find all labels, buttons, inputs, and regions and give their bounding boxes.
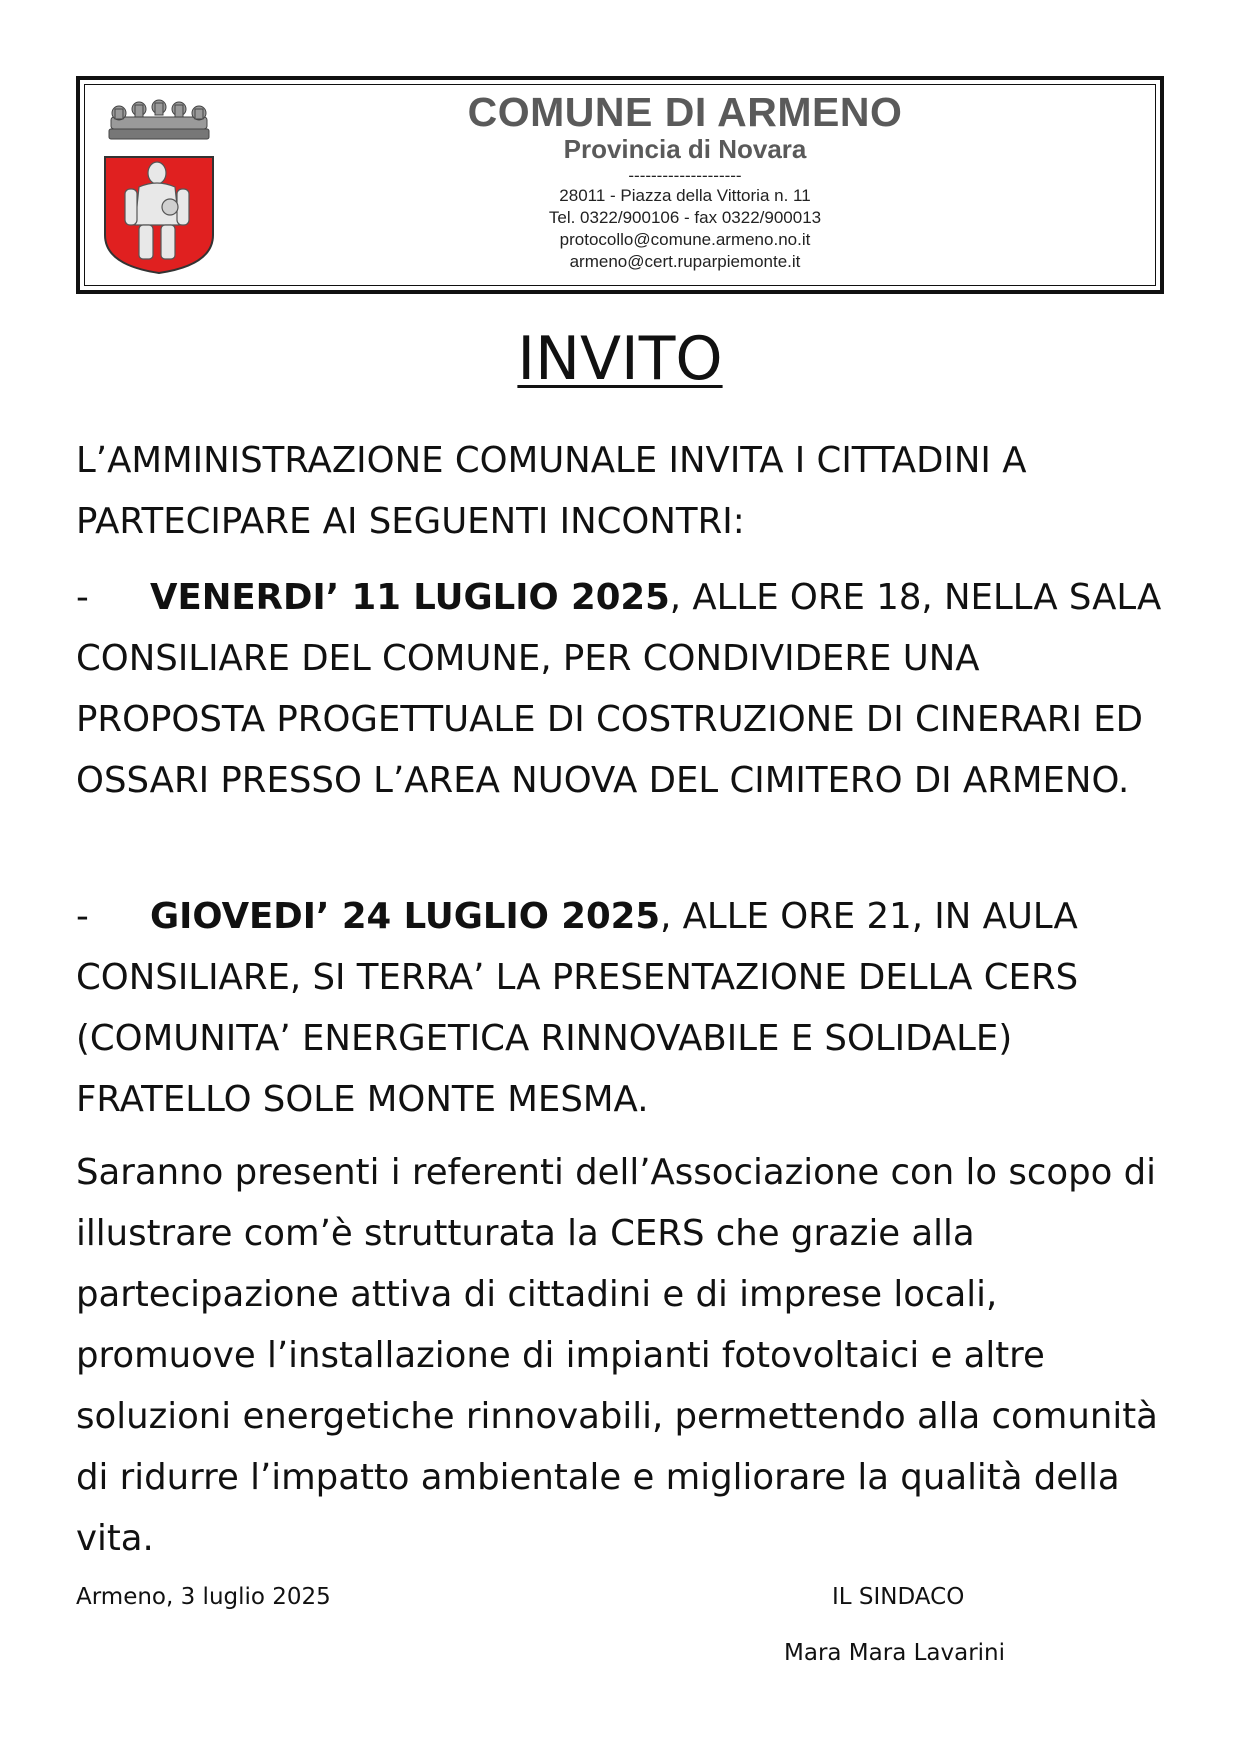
meeting-date: VENERDI’ 11 LUGLIO 2025 xyxy=(150,577,670,618)
list-dash: - xyxy=(76,896,89,937)
meeting-description: , ALLE ORE 18, NELLA SALA CONSILIARE DEL COMUNE, PER CONDIVIDERE UNA PROPOSTA PROGETTUALE DI COSTRUZIONE DI CINERARI ED OSSARI PRESSO L’AREA NUOVA DEL CIMITERO DI ARMENO. xyxy=(76,577,1162,801)
meeting-item xyxy=(76,567,1176,811)
intro-text: L’AMMINISTRAZIONE COMUNALE INVITA I CITTADINI A PARTECIPARE AI SEGUENTI INCONTRI: xyxy=(76,440,1027,542)
province-name: Provincia di Novara xyxy=(563,134,807,164)
pec-address: armeno@cert.ruparpiemonte.it xyxy=(569,252,801,271)
list-dash: - xyxy=(76,577,89,618)
meeting-item xyxy=(76,886,1176,1130)
meeting-description: , ALLE ORE 21, IN AULA CONSILIARE, SI TERRA’ LA PRESENTAZIONE DELLA CERS (COMUNITA’ ENERGETICA RINNOVABILE E SOLIDALE) FRATELLO SOLE MONTE MESMA. xyxy=(76,896,1079,1120)
description-paragraph: Saranno presenti i referenti dell’Associazione con lo scopo di illustrare com’è strutturata la CERS che grazie alla partecipazione attiva di cittadini e di imprese locali, promuove l’installazione di impianti fotovoltaici e altre soluzioni energetiche rinnovabili, permettendo alla comunità di ridurre l’impatto ambientale e migliorare la qualità della vita. xyxy=(76,1152,1158,1559)
address: 28011 - Piazza della Vittoria n. 11 xyxy=(559,186,811,205)
coat-of-arms-icon xyxy=(101,95,217,275)
signatory-name: Mara Mara Lavarini xyxy=(784,1640,1006,1666)
phone-fax: Tel. 0322/900106 - fax 0322/900013 xyxy=(548,208,822,227)
header-separator: -------------------- xyxy=(628,166,742,185)
municipality-name: COMUNE DI ARMENO xyxy=(467,89,903,135)
document-title: INVITO xyxy=(517,324,723,394)
letterhead xyxy=(76,76,1164,294)
email-address: protocollo@comune.armeno.no.it xyxy=(559,230,811,249)
letterhead-text xyxy=(235,85,1135,273)
place-date: Armeno, 3 luglio 2025 xyxy=(76,1584,331,1610)
meeting-date: GIOVEDI’ 24 LUGLIO 2025 xyxy=(150,896,661,937)
letterhead-inner-border xyxy=(84,84,1156,286)
signatory-role: IL SINDACO xyxy=(832,1584,965,1610)
